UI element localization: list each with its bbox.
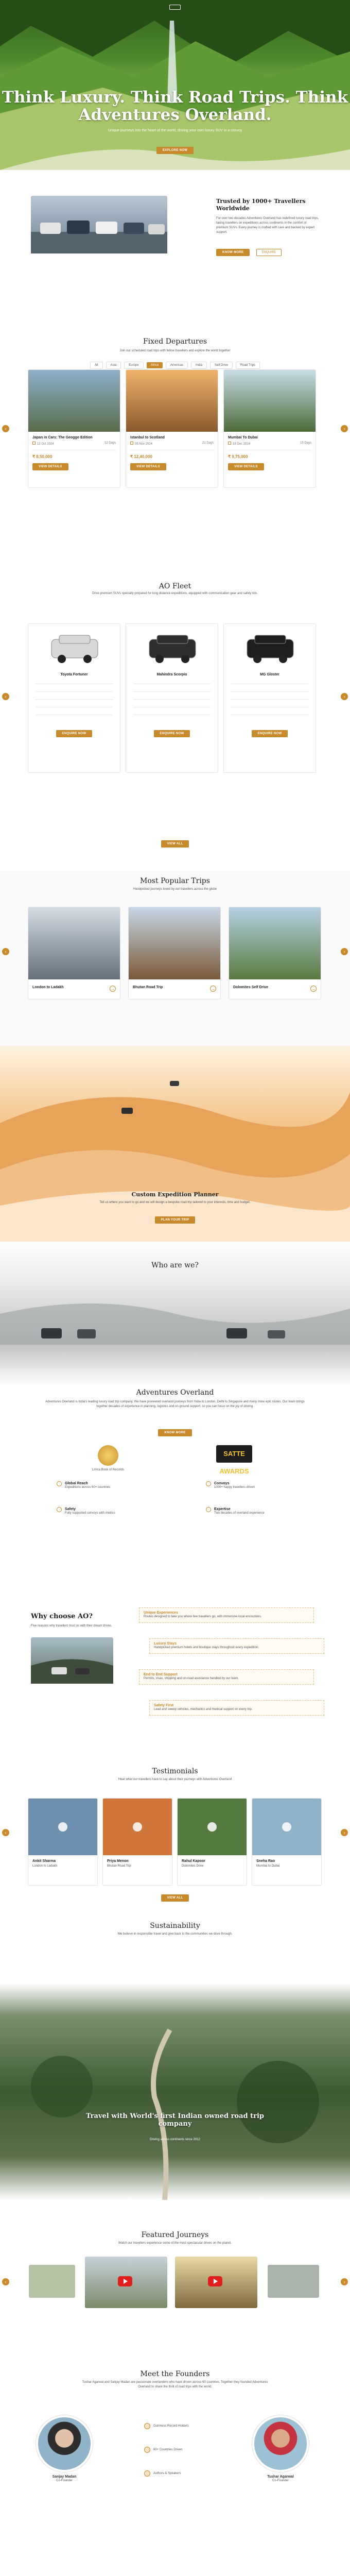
trusted-body: For over two decades Adventures Overland has redefined luxury road trips, taking travellers on expeditions across continents in the comfort of premium SUVs. Every journey is crafted with care and backed by expert support. [216, 217, 319, 234]
popular-trip-name: Dolomites Self Drive [233, 986, 269, 989]
fixed-heading: Fixed Departures [143, 337, 207, 346]
popular-prev-arrow[interactable]: ‹ [2, 948, 9, 955]
why-point-title: Unique Experiences [144, 1611, 178, 1615]
featured-prev-arrow[interactable]: ‹ [2, 2278, 9, 2285]
arrow-right-icon[interactable]: → [111, 987, 115, 991]
founders-body: Tushar Agarwal and Sanjay Madan are passionate overlanders who have driven across 60 countries. Together they founded Adventures Overland to share the thrill of road trips with the world. [82, 2381, 268, 2388]
fleet-car-image [126, 624, 218, 670]
founder-fact: Authors & Speakers [144, 2469, 206, 2478]
fleet-view-all-button[interactable]: VIEW ALL [161, 840, 189, 848]
play-icon[interactable] [207, 1822, 217, 1832]
about-stat [206, 1507, 309, 1516]
departure-price: ₹ 8,50,000 [32, 454, 52, 459]
play-icon[interactable] [282, 1822, 291, 1832]
popular-trip-name: London to Ladakh [32, 986, 64, 989]
fleet-next-arrow[interactable]: › [341, 693, 348, 700]
testimonial-name: Sneha Rao [256, 1859, 275, 1863]
why-point [139, 1669, 314, 1685]
video-thumb-left[interactable] [29, 2265, 75, 2298]
hero-title-line1: Think Luxury. Think Road Trips. Think [2, 88, 348, 107]
founders-section [0, 2370, 350, 2576]
play-icon[interactable] [133, 1822, 142, 1832]
hero2-section [0, 1984, 350, 2200]
founder-left-name: Sanjay Madan [52, 2475, 77, 2479]
calendar-icon [130, 442, 133, 445]
popular-trip-image [129, 907, 220, 979]
filter-tab[interactable]: Americas [166, 362, 188, 369]
departure-image [224, 370, 316, 432]
why-point [149, 1700, 324, 1716]
about-body: Adventures Overland is India's leading luxury road trip company. We have pioneered overland journeys from India to London, Delhi to Singapore and many more epic routes. Our team brings together decades of experience in planning, logistics and on-ground support, so you can focus on the joy of driving. [45, 1400, 305, 1408]
popular-trip-image [229, 907, 321, 979]
hero-explore-button[interactable]: EXPLORE NOW [156, 147, 194, 154]
snow-convoy-image [0, 1242, 350, 1386]
filter-tab[interactable]: India [191, 362, 207, 369]
trusted-section [0, 181, 350, 336]
popular-next-arrow[interactable]: › [341, 948, 348, 955]
fleet-car-image [224, 624, 316, 670]
departure-title: Istanbul to Scotland [130, 436, 165, 439]
fleet-car-name: Toyota Fortuner [60, 673, 88, 676]
departure-date: 18 Dec 2024 [233, 443, 251, 446]
testimonials-next-arrow[interactable]: › [341, 1829, 348, 1836]
logo[interactable] [169, 5, 181, 10]
fixed-next-arrow[interactable]: › [341, 425, 348, 432]
stat-title: Expertise [214, 1507, 231, 1511]
who-heading: Who are we? [151, 1261, 199, 1269]
departure-card[interactable] [126, 369, 218, 488]
founder-fact: 60+ Countries Driven [144, 2445, 206, 2454]
popular-trip-image [28, 907, 120, 979]
departure-price: ₹ 9,75,000 [228, 454, 248, 459]
founder-fact: Guinness Record Holders [144, 2421, 206, 2431]
popular-trip-card[interactable] [28, 907, 120, 999]
featured-body: Watch our travellers experience some of the most spectacular drives on the planet. [118, 2242, 232, 2245]
featured-heading: Featured Journeys [141, 2231, 209, 2239]
departure-card[interactable] [28, 369, 120, 488]
departure-days: 12 Days [104, 442, 116, 445]
testimonial-name: Priya Menon [107, 1859, 129, 1863]
testimonial-card[interactable] [252, 1798, 322, 1886]
stat-icon [206, 1507, 211, 1512]
filter-tab[interactable]: Road Trips [236, 362, 260, 369]
fleet-enquire-button[interactable]: ENQUIRE NOW [154, 730, 190, 737]
award1-label: Limca Book of Records [92, 1468, 125, 1471]
popular-trip-name: Bhutan Road Trip [133, 986, 163, 989]
sustain-body: We believe in responsible travel and give back to the communities we drive through. [117, 1933, 233, 1936]
fleet-prev-arrow[interactable]: ‹ [2, 693, 9, 700]
popular-section [0, 871, 350, 1046]
testimonial-name: Rahul Kapoor [182, 1859, 205, 1863]
popular-trip-card[interactable] [128, 907, 221, 999]
departure-date: 05 Nov 2024 [135, 443, 153, 446]
about-stat [57, 1481, 160, 1490]
trusted-know-more-button[interactable]: KNOW MORE [216, 249, 250, 256]
fleet-car-image [28, 624, 120, 670]
popular-subheading: Handpicked journeys loved by our travellers across the globe [133, 888, 217, 891]
stat-icon [57, 1481, 62, 1486]
hero-subtitle: Unique journeys into the heart of the world, driving your own luxury SUV in a convoy [108, 129, 242, 132]
fleet-heading: AO Fleet [159, 582, 191, 590]
founders-heading: Meet the Founders [140, 2370, 210, 2378]
founder-left-role: Co-Founder [56, 2479, 73, 2482]
custom-plan-button[interactable]: PLAN YOUR TRIP [155, 1216, 196, 1224]
sustain-heading: Sustainability [150, 1922, 200, 1930]
stat-text: Two decades of overland experience [214, 1512, 265, 1515]
filter-tab[interactable]: Asia [106, 362, 121, 369]
arrow-right-icon[interactable]: → [311, 987, 316, 991]
about-stat [206, 1481, 309, 1490]
why-heading: Why choose AO? [31, 1613, 93, 1620]
stat-text: Expeditions across 60+ countries [65, 1486, 111, 1489]
testimonial-trip: Bhutan Road Trip [107, 1865, 131, 1868]
hero-title-line2: Adventures Overland. [78, 106, 272, 124]
testimonial-card[interactable] [102, 1798, 172, 1886]
convoy-image [31, 196, 167, 253]
fleet-card[interactable] [223, 623, 316, 773]
why-point-text: Permits, visas, shipping and on-road assistance handled by our team. [144, 1677, 239, 1680]
departure-title: Japan in Cars: The Geoggo Edition [32, 436, 93, 439]
departure-date: 12 Oct 2024 [37, 443, 54, 446]
why-point-text: Handpicked premium hotels and boutique stays throughout every expedition. [154, 1646, 259, 1649]
satte-award-icon: SATTE AWARDS [216, 1445, 252, 1463]
why-image [31, 1637, 113, 1684]
why-point [139, 1607, 314, 1623]
fleet-body: Drive premium SUVs specially prepared for long distance expeditions, equipped with communication gear and safety kits. [92, 592, 258, 595]
departure-view-button[interactable]: VIEW DETAILS [130, 463, 166, 470]
who-section [0, 1242, 350, 1386]
fact-icon [144, 2470, 150, 2477]
fixed-subheading: Join our scheduled road trips with fellow travellers and explore the world together [119, 349, 231, 352]
desert-image [0, 1046, 350, 1242]
departure-view-button[interactable]: VIEW DETAILS [228, 463, 264, 470]
about-heading: Adventures Overland [136, 1388, 214, 1397]
custom-body: Tell us where you want to go and we will design a bespoke road trip tailored to your interests, time and budget. [99, 1201, 251, 1204]
testimonial-card[interactable] [28, 1798, 98, 1886]
featured-journeys-section [0, 2226, 350, 2360]
fixed-prev-arrow[interactable]: ‹ [2, 425, 9, 432]
calendar-icon [228, 442, 231, 445]
founder-left-avatar [36, 2415, 93, 2472]
departure-image [126, 370, 218, 432]
why-point [149, 1638, 324, 1654]
founder-right-name: Tushar Agarwal [267, 2475, 294, 2479]
testimonials-heading: Testimonials [152, 1767, 198, 1775]
departure-card[interactable] [223, 369, 316, 488]
fact-icon [144, 2447, 150, 2453]
fleet-section [0, 582, 350, 866]
testimonial-trip: London to Ladakh [32, 1865, 58, 1868]
fixed-departures-section [0, 337, 350, 580]
video-thumb-right[interactable] [268, 2265, 319, 2298]
fixed-filter-bar [0, 359, 350, 369]
fleet-car-name: MG Gloster [260, 673, 279, 676]
filter-tab[interactable]: Self Drive [210, 362, 233, 369]
arrow-right-icon[interactable]: → [211, 987, 215, 991]
custom-section [0, 1046, 350, 1242]
video-thumb-1[interactable] [85, 2257, 167, 2308]
about-stat [57, 1507, 160, 1516]
testimonial-name: Ankit Sharma [32, 1859, 56, 1863]
testimonial-card[interactable] [177, 1798, 247, 1886]
why-section [0, 1597, 350, 1762]
filter-tab[interactable]: Europe [124, 362, 143, 369]
testimonial-trip: Dolomites Drive [182, 1865, 204, 1868]
why-point-text: Routes designed to take you where few travellers go, with immersive local encounters. [144, 1615, 262, 1618]
hero2-title: Travel with World's first Indian owned road trip company [85, 2112, 265, 2128]
founder-right-role: Co-Founder [272, 2479, 289, 2482]
featured-next-arrow[interactable]: › [341, 2278, 348, 2285]
stat-title: Safety [65, 1507, 76, 1511]
about-know-more-button[interactable]: KNOW MORE [158, 1429, 191, 1436]
fleet-enquire-button[interactable]: ENQUIRE NOW [56, 730, 93, 737]
sustainability-section [0, 1917, 350, 1978]
stat-icon [206, 1481, 211, 1486]
testimonial-trip: Mumbai to Dubai [256, 1865, 280, 1868]
trusted-heading-line2: Worldwide [216, 205, 250, 212]
departure-image [28, 370, 120, 432]
departure-days: 21 Days [202, 442, 214, 445]
hero-section [0, 0, 350, 170]
popular-trip-card[interactable] [229, 907, 321, 999]
departure-view-button[interactable]: VIEW DETAILS [32, 463, 68, 470]
why-point-title: Safety First [154, 1704, 174, 1707]
stat-title: Convoys [214, 1482, 230, 1485]
fleet-car-name: Mahindra Scorpio [156, 673, 187, 676]
fleet-card[interactable] [126, 623, 218, 773]
stat-icon [57, 1507, 62, 1512]
why-point-title: End to End Support [144, 1673, 178, 1676]
hero2-subtitle: Driving across continents since 2012 [150, 2138, 200, 2141]
fact-icon [144, 2423, 150, 2429]
founder-right-avatar [252, 2415, 309, 2472]
testimonials-subheading: Hear what our travellers have to say about their journeys with Adventures Overland [118, 1778, 232, 1781]
video-thumb-2[interactable] [175, 2257, 257, 2308]
why-point-text: Lead and sweep vehicles, mechanics and medical support on every trip. [154, 1708, 253, 1711]
stat-text: Fully supported convoys with medics [65, 1512, 115, 1515]
why-body: Five reasons why travellers trust us with their dream drives. [31, 1624, 112, 1628]
about-section [0, 1388, 350, 1589]
custom-heading: Custom Expedition Planner [131, 1191, 219, 1198]
fleet-enquire-button[interactable]: ENQUIRE NOW [252, 730, 288, 737]
stat-title: Global Reach [65, 1482, 88, 1485]
testimonials-prev-arrow[interactable]: ‹ [2, 1829, 9, 1836]
departure-days: 15 Days [300, 442, 311, 445]
stat-text: 1000+ happy travellers driven [214, 1486, 255, 1489]
fleet-card[interactable] [28, 623, 120, 773]
filter-tab[interactable]: Africa [147, 362, 163, 368]
popular-heading: Most Popular Trips [140, 877, 210, 885]
calendar-icon [32, 442, 36, 445]
trusted-heading-line1: Trusted by 1000+ Travellers [216, 198, 306, 205]
filter-tab[interactable]: All [90, 362, 103, 369]
departure-price: ₹ 12,40,000 [130, 454, 152, 459]
forest-road-image [0, 1984, 350, 2200]
play-icon[interactable] [58, 1822, 67, 1832]
trusted-enquire-button[interactable]: ENQUIRE [256, 249, 282, 256]
departure-title: Mumbai To Dubai [228, 436, 258, 439]
why-point-title: Luxury Stays [154, 1642, 177, 1646]
limca-award-icon [98, 1445, 118, 1466]
testimonials-view-all-button[interactable]: VIEW ALL [161, 1894, 189, 1902]
